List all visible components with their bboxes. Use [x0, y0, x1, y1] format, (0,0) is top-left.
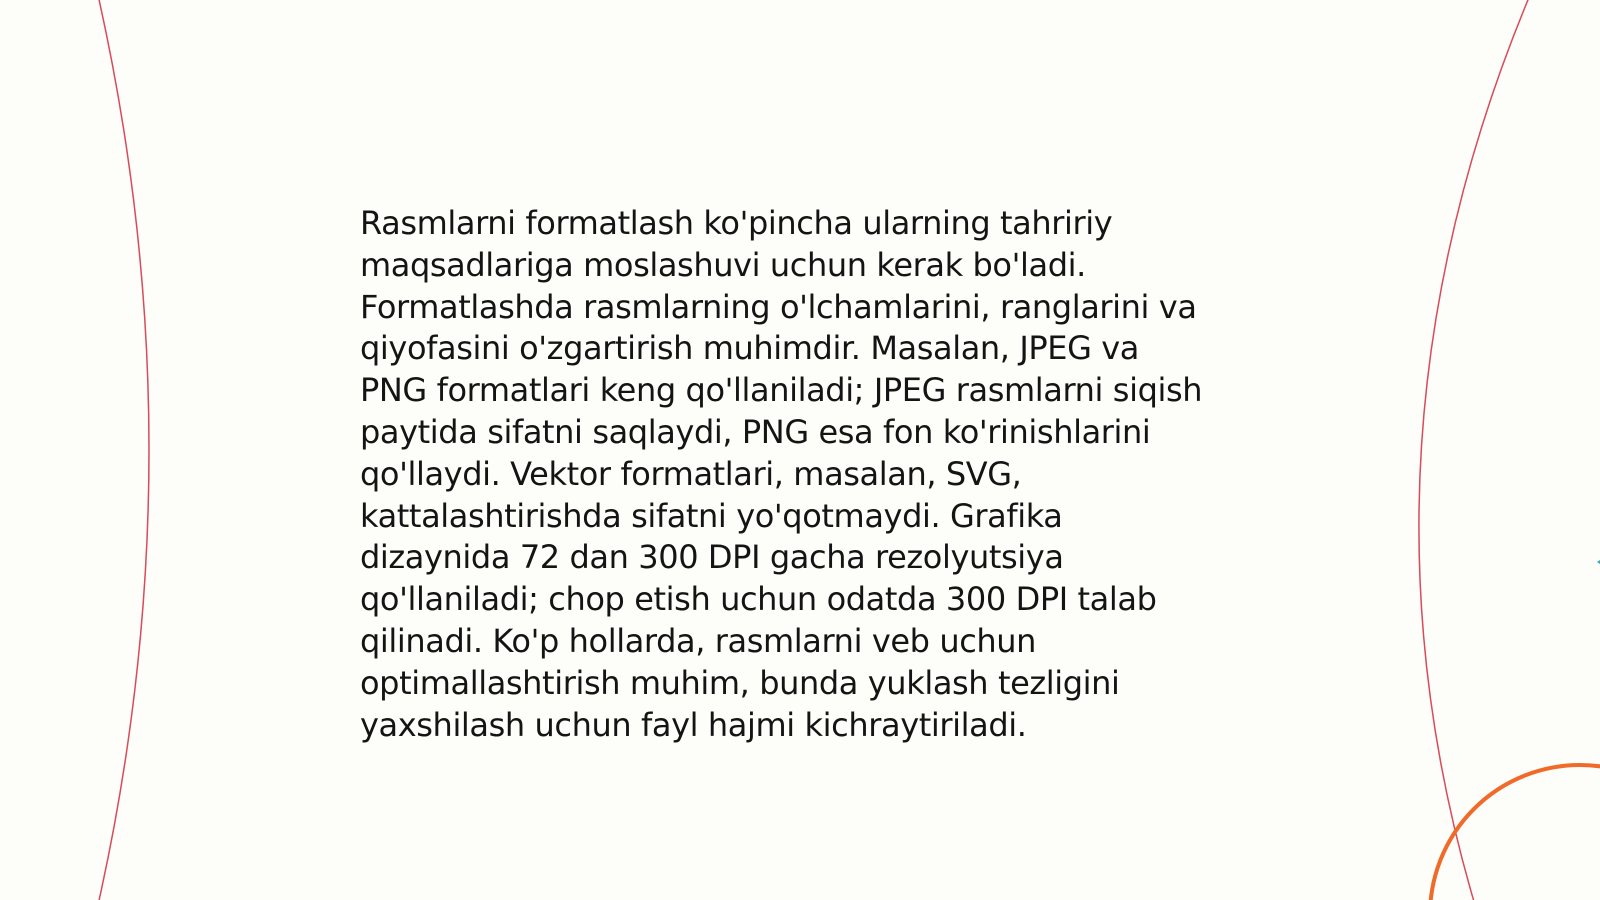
left-arc-line: [98, 0, 149, 900]
right-arc-line: [1419, 0, 1530, 900]
body-paragraph: Rasmlarni formatlash ko'pincha ularning tahririy maqsadlariga moslashuvi uchun kerak bo'ladi. Formatlashda rasmlarning o'lchamlarini, ranglarini va qiyofasini o'zgartirish muhimdir. Masalan, JPEG va PNG formatlari keng qo'llaniladi; JPEG rasmlarni siqish paytida sifatni saqlaydi, PNG esa fon ko'rinishlarini qo'llaydi. Vektor formatlari, masalan, SVG, kattalashtirishda sifatni yo'qotmaydi. Grafika dizaynida 72 dan 300 DPI gacha rezolyutsiya qo'llaniladi; chop etish uchun odatda 300 DPI talab qilinadi. Ko'p hollarda, rasmlarni veb uchun optimallashtirish muhim, bunda yuklash tezligini yaxshilash uchun fayl hajmi kichraytiriladi.: [360, 204, 1203, 744]
orange-circle-arc: [1430, 765, 1600, 900]
